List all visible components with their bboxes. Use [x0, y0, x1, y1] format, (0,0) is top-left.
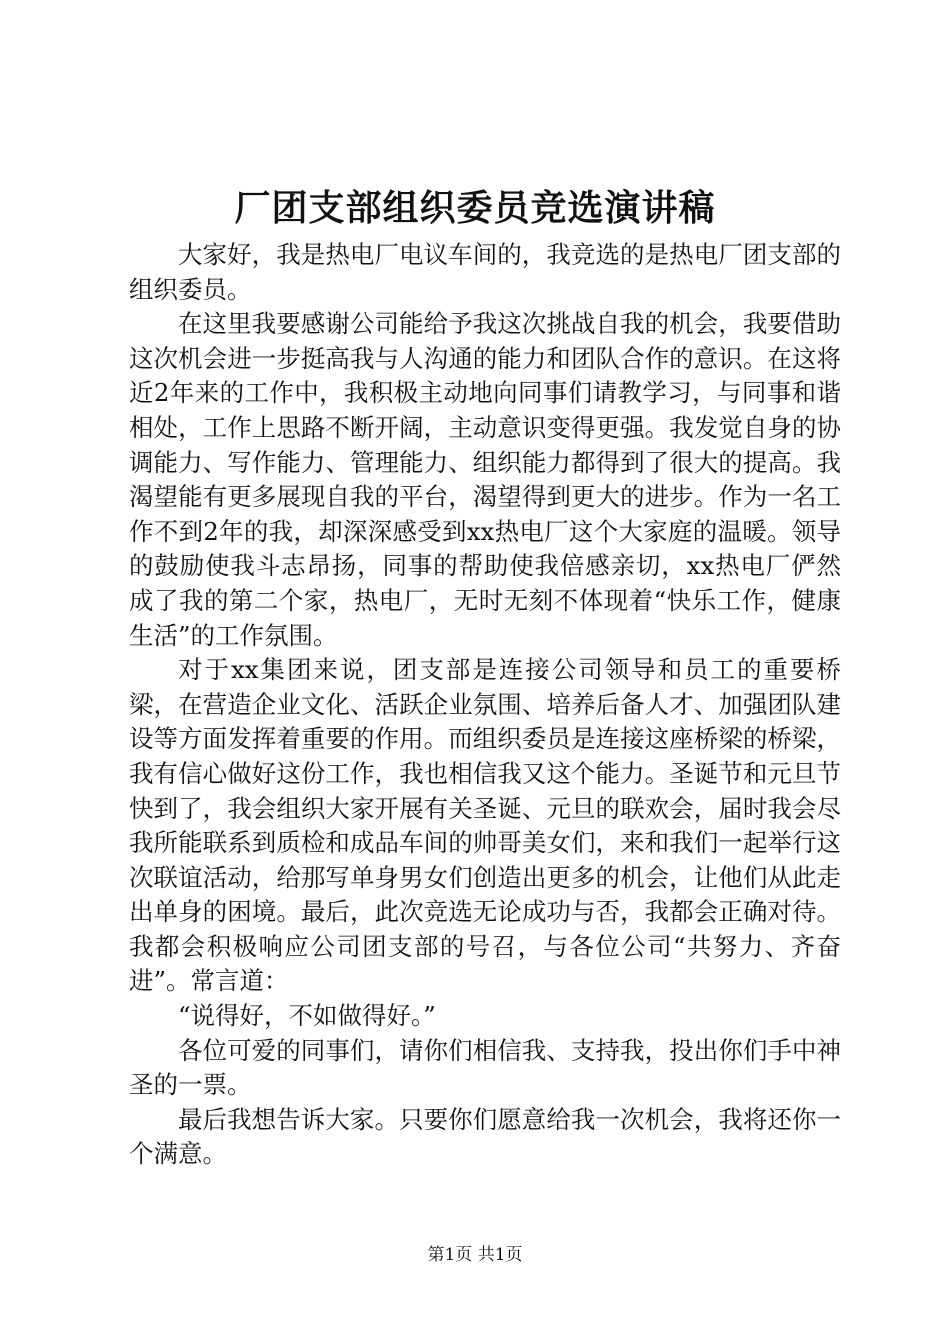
page-number: 第1页 共1页 — [427, 1245, 523, 1265]
document-body — [129, 238, 841, 1172]
paragraph-role: 对于xx集团来说，团支部是连接公司领导和员工的重要桥梁，在营造企业文化、活跃企业氛围、培养后备人才、加强团队建设等方面发挥着重要的作用。而组织委员是连接这座桥梁的桥梁，我有信心做好这份工作，我也相信我又这个能力。圣诞节和元旦节快到了，我会组织大家开展有关圣诞、元旦的联欢会，届时我会尽我所能联系到质检和成品车间的帅哥美女们，来和我们一起举行这次联谊活动，给那写单身男女们创造出更多的机会，让他们从此走出单身的困境。最后，此次竞选无论成功与否，我都会正确对待。我都会积极响应公司团支部的号召，与各位公司“共努力、齐奋进”。常言道： — [129, 655, 841, 996]
paragraph-quote: “说得好，不如做得好。” — [178, 1001, 436, 1031]
paragraph-closing: 最后我想告诉大家。只要你们愿意给我一次机会，我将还你一个满意。 — [129, 1104, 841, 1169]
paragraph-thanks: 在这里我要感谢公司能给予我这次挑战自我的机会，我要借助这次机会进一步挺高我与人沟通的能力和团队合作的意识。在这将近2年来的工作中，我积极主动地向同事们请教学习，与同事和谐相处，工作上思路不断开阔，主动意识变得更强。我发觉自身的协调能力、写作能力、管理能力、组织能力都得到了很大的提高。我渴望能有更多展现自我的平台，渴望得到更大的进步。作为一名工作不到2年的我，却深深感受到xx热电厂这个大家庭的温暖。领导的鼓励使我斗志昂扬，同事的帮助使我倍感亲切，xx热电厂俨然成了我的第二个家，热电厂，无时无刻不体现着“快乐工作，健康生活”的工作氛围。 — [129, 309, 841, 650]
paragraph-greeting: 大家好，我是热电厂电议车间的，我竞选的是热电厂团支部的组织委员。 — [129, 240, 841, 304]
document-title: 厂团支部组织委员竞选演讲稿 — [234, 187, 716, 229]
paragraph-appeal: 各位可爱的同事们，请你们相信我、支持我，投出你们手中神圣的一票。 — [129, 1035, 841, 1100]
